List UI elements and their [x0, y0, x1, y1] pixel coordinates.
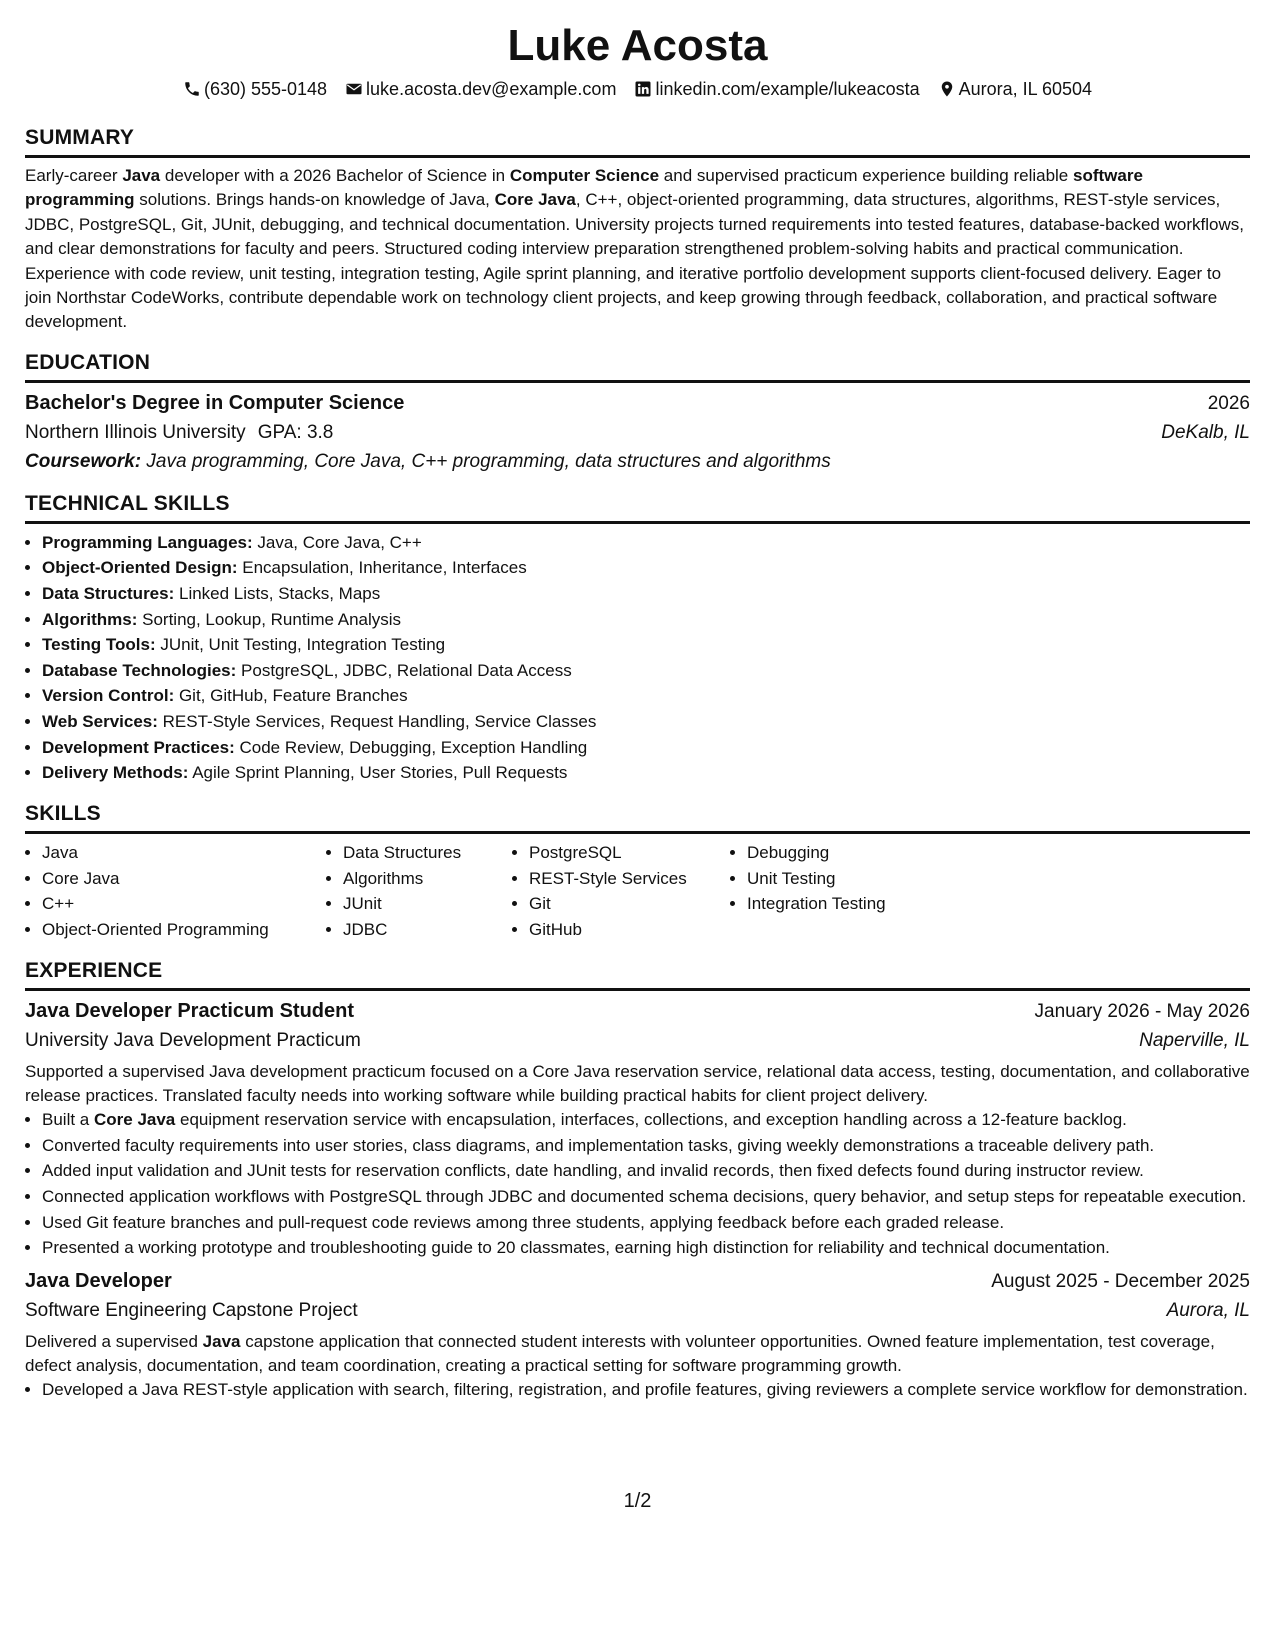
skill-value: JUnit, Unit Testing, Integration Testing	[155, 635, 446, 655]
list-item: • Used Git feature branches and pull-request code reviews among three students, applying feedback before each graded release.	[42, 1211, 1250, 1235]
skills-column	[25, 840, 322, 943]
desc-text: capstone application that connected student interests with volunteer opportunities. Owned feature implementation, test coverage, defect analysis, documentation, and team coordination, creating a practical setting for software programming growth.	[25, 1331, 1215, 1375]
list-item	[42, 632, 1250, 658]
skill-label: Data Structures:	[42, 584, 175, 604]
list-item: • Object-Oriented Programming	[42, 917, 322, 943]
list-item: • Data Structures	[343, 840, 508, 866]
summary-bold: Core Java	[494, 190, 576, 210]
phone-icon	[183, 80, 201, 98]
list-item: • Integration Testing	[747, 891, 947, 917]
skill-value: Agile Sprint Planning, User Stories, Pull Requests	[188, 763, 568, 783]
list-item: • Connected application workflows with PostgreSQL through JDBC and documented schema decisions, query behavior, and setup steps for repeatable execution.	[42, 1185, 1250, 1209]
gpa: GPA: 3.8	[257, 421, 334, 443]
summary-text	[25, 164, 1250, 335]
job-entry	[25, 1267, 1250, 1402]
list-item: • C++	[42, 891, 322, 917]
skill-label: Testing Tools:	[42, 635, 156, 655]
list-item: • Core Java	[42, 866, 322, 892]
technical-skills-list	[25, 530, 1250, 786]
skill-label: Version Control:	[42, 686, 175, 706]
list-item: • Git	[529, 891, 726, 917]
candidate-name: Luke Acosta	[507, 21, 768, 70]
section-title-skills: SKILLS	[25, 800, 1250, 834]
skill-value: Git, GitHub, Feature Branches	[174, 686, 408, 706]
skills-grid	[25, 840, 1250, 943]
bullet-bold: Core Java	[93, 1109, 176, 1129]
skill-value: REST-Style Services, Request Handling, Service Classes	[157, 712, 597, 731]
job-entry	[25, 997, 1250, 1261]
skill-value: Java, Core Java, C++	[252, 532, 422, 552]
degree-title: Bachelor's Degree in Computer Science	[25, 391, 405, 414]
section-title-summary: SUMMARY	[25, 124, 1250, 158]
summary-bold: Java	[122, 166, 161, 185]
education-header-row	[25, 389, 1250, 418]
coursework-label: Coursework:	[25, 450, 142, 472]
job-bullets	[25, 1378, 1250, 1402]
job-dates: August 2025 - December 2025	[991, 1270, 1250, 1292]
list-item: • Developed a Java REST-style application with search, filtering, registration, and profile features, giving reviewers a complete service workflow for demonstration.	[42, 1378, 1250, 1402]
skill-value: Code Review, Debugging, Exception Handling	[234, 737, 588, 757]
summary-part: developer with a 2026 Bachelor of Science in	[160, 166, 510, 185]
list-item	[42, 1108, 1250, 1132]
list-item	[42, 581, 1250, 607]
job-title: Java Developer Practicum Student	[25, 999, 355, 1022]
list-item: • Unit Testing	[747, 866, 947, 892]
map-pin-icon	[938, 80, 956, 98]
section-title-education: EDUCATION	[25, 349, 1250, 383]
job-header-row	[25, 1267, 1250, 1296]
section-title-technical-skills: TECHNICAL SKILLS	[25, 490, 1250, 524]
envelope-icon	[345, 80, 363, 98]
job-location: Naperville, IL	[1139, 1029, 1250, 1051]
list-item	[42, 735, 1250, 761]
school-location: DeKalb, IL	[1161, 421, 1250, 443]
education-school-row	[25, 418, 1250, 448]
school-name-line	[25, 418, 333, 448]
skill-label: Web Services:	[42, 712, 158, 731]
skill-value: Sorting, Lookup, Runtime Analysis	[137, 609, 402, 629]
contact-location	[938, 76, 1092, 102]
linkedin-icon	[634, 80, 652, 98]
coursework	[25, 448, 1250, 476]
list-item	[42, 555, 1250, 581]
list-item: • Debugging	[747, 840, 947, 866]
list-item: • Java	[42, 840, 322, 866]
list-item	[42, 530, 1250, 556]
summary-section	[25, 124, 1250, 335]
bullet-text: Built a	[42, 1109, 94, 1129]
desc-text: Delivered a supervised	[25, 1331, 203, 1351]
summary-part: , C++, object-oriented programming, data structures, algorithms, REST-style services, JDBC, PostgreSQL, Git, JUnit, debugging, and technical documentation. University projects turned requirements into tested features, database-backed workflows, and clear demonstrations for faculty and peers. Structured coding interview preparation strengthened problem-solving habits and practical communication. Experience with code review, unit testing, integration testing, Agile sprint planning, and iterative portfolio development supports client-focused delivery. Eager to join Northstar CodeWorks, contribute dependable work on technology client projects, and keep growing through feedback, collaboration, and practical software development.	[25, 190, 1244, 332]
section-title-experience: EXPERIENCE	[25, 957, 1250, 991]
summary-bold: Computer Science	[509, 166, 660, 185]
job-bullets	[25, 1108, 1250, 1261]
skills-section	[25, 800, 1250, 943]
job-org-row	[25, 1026, 1250, 1056]
bullet-text: equipment reservation service with encapsulation, interfaces, collections, and exception handling across a 12-feature backlog.	[175, 1109, 1127, 1129]
contact-linkedin[interactable]	[634, 76, 919, 102]
desc-bold: Java	[202, 1331, 241, 1351]
summary-part: and supervised practicum experience building reliable	[659, 166, 1073, 185]
job-location: Aurora, IL	[1166, 1299, 1250, 1321]
job-dates: January 2026 - May 2026	[1034, 1000, 1250, 1022]
summary-bold: software programming	[25, 166, 1143, 210]
skill-label: Delivery Methods:	[42, 763, 189, 783]
experience-section	[25, 957, 1250, 1402]
list-item: • JUnit	[343, 891, 508, 917]
skill-value: PostgreSQL, JDBC, Relational Data Access	[236, 660, 572, 680]
email-link[interactable]: luke.acosta.dev@example.com	[366, 79, 617, 99]
list-item	[42, 607, 1250, 633]
school-name: Northern Illinois University	[25, 421, 246, 443]
list-item: • REST-Style Services	[529, 866, 726, 892]
skills-column	[730, 840, 947, 943]
graduation-year: 2026	[1207, 392, 1250, 414]
location-text: Aurora, IL 60504	[958, 79, 1093, 99]
skill-label: Database Technologies:	[42, 660, 237, 680]
contact-email[interactable]	[345, 76, 616, 102]
phone-text: (630) 555-0148	[203, 79, 328, 99]
linkedin-link[interactable]: linkedin.com/example/lukeacosta	[655, 79, 920, 99]
list-item	[42, 709, 1250, 735]
summary-part: solutions. Brings hands-on knowledge of Java,	[134, 190, 495, 210]
list-item	[42, 760, 1250, 786]
contact-bar	[25, 76, 1250, 102]
summary-part: Early-career	[25, 166, 123, 185]
job-header-row	[25, 997, 1250, 1026]
list-item: • Converted faculty requirements into user stories, class diagrams, and implementation tasks, giving weekly demonstrations a traceable delivery path.	[42, 1134, 1250, 1158]
list-item: • JDBC	[343, 917, 508, 943]
job-description: Supported a supervised Java development practicum focused on a Core Java reservation service, relational data access, testing, documentation, and collaborative release practices. Translated faculty needs into working software while building practical habits for client project delivery.	[25, 1061, 1250, 1105]
technical-skills-section	[25, 490, 1250, 786]
list-item	[42, 683, 1250, 709]
skills-column	[326, 840, 508, 943]
skills-column	[512, 840, 726, 943]
job-description	[25, 1330, 1250, 1378]
list-item: • GitHub	[529, 917, 726, 943]
job-title: Java Developer	[25, 1269, 172, 1292]
list-item: • Algorithms	[343, 866, 508, 892]
skill-value: Encapsulation, Inheritance, Interfaces	[237, 558, 527, 578]
education-section	[25, 349, 1250, 476]
skill-label: Object-Oriented Design:	[42, 558, 238, 578]
coursework-text: Java programming, Core Java, C++ programming, data structures and algorithms	[141, 450, 831, 472]
job-org-row	[25, 1296, 1250, 1326]
list-item: • Added input validation and JUnit tests for reservation conflicts, date handling, and invalid records, then fixed defects found during instructor review.	[42, 1159, 1250, 1183]
skill-label: Algorithms:	[42, 609, 138, 629]
contact-phone	[183, 76, 327, 102]
skill-value: Linked Lists, Stacks, Maps	[174, 584, 381, 604]
page-number: 1/2	[623, 1490, 652, 1512]
list-item: • Presented a working prototype and troubleshooting guide to 20 classmates, earning high distinction for reliability and technical documentation.	[42, 1236, 1250, 1260]
skill-label: Development Practices:	[42, 737, 235, 757]
job-org: Software Engineering Capstone Project	[25, 1299, 358, 1321]
job-org: University Java Development Practicum	[25, 1029, 361, 1051]
list-item	[42, 658, 1250, 684]
skill-label: Programming Languages:	[42, 532, 253, 552]
list-item: • PostgreSQL	[529, 840, 726, 866]
